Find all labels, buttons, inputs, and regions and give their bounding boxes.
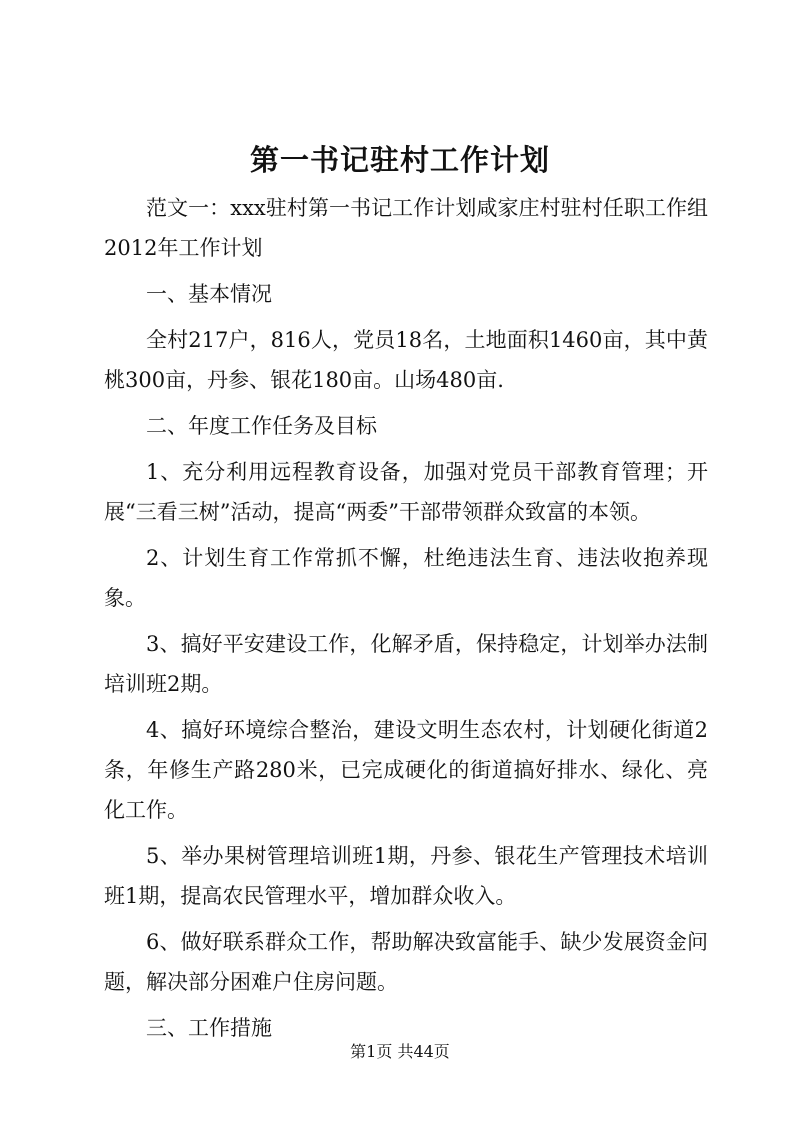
paragraph-goal-1: 1、充分利用远程教育设备，加强对党员干部教育管理；开展“三看三树”活动，提高“两委”干部带领群众致富的本领。 (104, 460, 708, 524)
document-title: 第一书记驻村工作计划 (249, 143, 550, 177)
section-heading-measures: 三、工作措施 (146, 1016, 272, 1040)
paragraph-goal-5: 5、举办果树管理培训班1期，丹参、银花生产管理技术培训班1期，提高农民管理水平，增加群众收入。 (104, 844, 708, 908)
paragraph-intro: 范文一：xxx驻村第一书记工作计划咸家庄村驻村任职工作组2012年工作计划 (104, 196, 708, 260)
paragraph-goal-3: 3、搞好平安建设工作，化解矛盾，保持稳定，计划举办法制培训班2期。 (104, 632, 708, 696)
section-heading-annual-goals: 二、年度工作任务及目标 (146, 414, 377, 438)
paragraph-goal-4: 4、搞好环境综合整治，建设文明生态农村，计划硬化街道2条，年修生产路280米，已完成硬化的街道搞好排水、绿化、亮化工作。 (104, 718, 708, 822)
paragraph-basic-info: 全村217户，816人，党员18名，土地面积1460亩，其中黄桃300亩，丹参、银花180亩。山场480亩. (104, 328, 708, 392)
page-number-footer: 第1页 共44页 (350, 1042, 450, 1061)
paragraph-goal-6: 6、做好联系群众工作，帮助解决致富能手、缺少发展资金问题，解决部分困难户住房问题。 (104, 930, 708, 994)
document-body (104, 188, 708, 1054)
section-heading-basic-info: 一、基本情况 (146, 282, 272, 306)
paragraph-goal-2: 2、计划生育工作常抓不懈，杜绝违法生育、违法收抱养现象。 (104, 546, 708, 610)
